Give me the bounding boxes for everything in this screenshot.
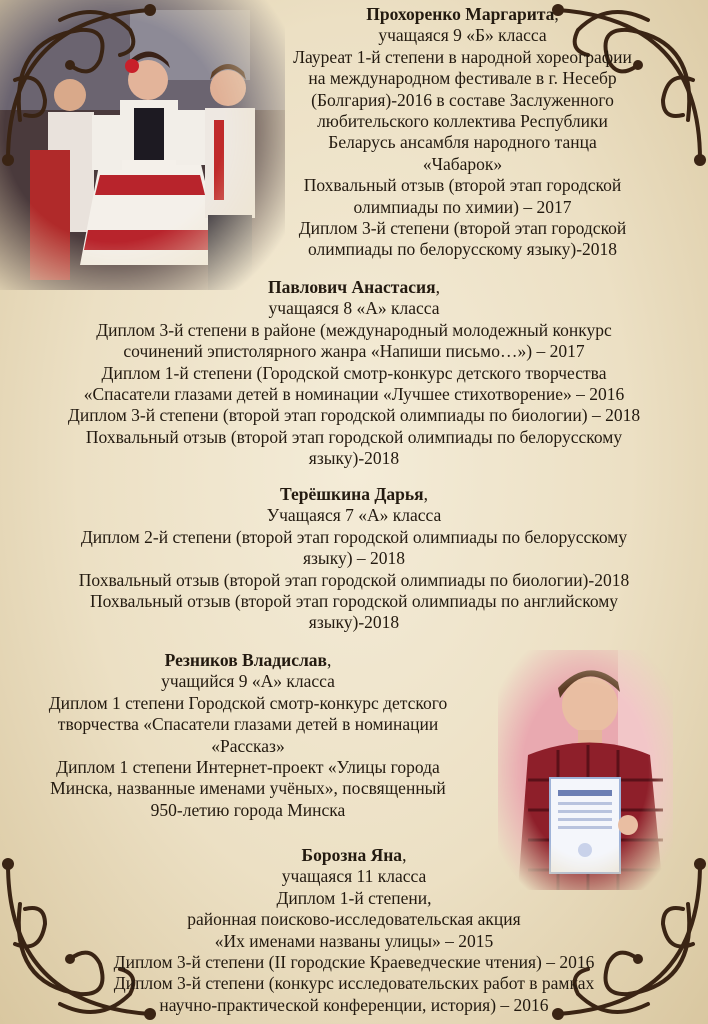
student-name-line: Терёшкина Дарья, — [279, 484, 429, 504]
achievement-line: 950-летию города Минска — [150, 799, 346, 820]
student-grade: учащийся 9 «А» класса — [161, 671, 335, 692]
student-grade: учащаяся 8 «А» класса — [268, 298, 440, 319]
student-name-line: Прохоренко Маргарита, — [366, 4, 559, 24]
achievement-line: Диплом 1 степени Городской смотр-конкурс детского — [48, 692, 448, 713]
student-name: Резников Владислав — [164, 650, 327, 670]
achievement-line: олимпиады по белорусскому языку)-2018 — [307, 239, 618, 260]
achievement-line: Диплом 1-й степени, — [276, 887, 432, 908]
student-name: Павлович Анастасия — [268, 277, 436, 297]
achievement-line: районная поисково-исследовательская акция — [187, 909, 521, 930]
achievement-line: Похвальный отзыв (второй этап городской — [303, 175, 622, 196]
achievement-line: творчества «Спасатели глазами детей в номинации — [57, 714, 439, 735]
student-grade: учащаяся 11 класса — [281, 866, 427, 887]
achievement-line: «Чабарок» — [422, 153, 503, 174]
achievement-line: Диплом 1-й степени (Городской смотр-конкурс детского творчества — [101, 362, 607, 383]
student-grade: Учащаяся 7 «А» класса — [266, 505, 442, 526]
achievement-line: Диплом 2-й степени (второй этап городской олимпиады по белорусскому — [80, 526, 628, 547]
achievement-line: Похвальный отзыв (второй этап городской олимпиады по белорусскому — [85, 426, 623, 447]
achievement-line: Диплом 3-й степени (второй этап городской — [298, 218, 627, 239]
student-block-tereshkina — [0, 484, 708, 634]
achievement-line: Лауреат 1-й степени в народной хореографии — [293, 46, 632, 67]
student-name-line: Павлович Анастасия, — [268, 277, 440, 297]
achievement-line: языку) – 2018 — [302, 548, 406, 569]
achievement-line: сочинений эпистолярного жанра «Напиши письмо…») – 2017 — [123, 341, 585, 362]
student-block-prokhorenko — [225, 4, 700, 261]
student-name: Терёшкина Дарья — [279, 484, 424, 504]
student-block-borozna — [0, 845, 708, 1016]
achievement-line: «Спасатели глазами детей в номинации «Лучшее стихотворение» – 2016 — [83, 384, 625, 405]
achievement-line: Похвальный отзыв (второй этап городской олимпиады по английскому — [89, 591, 619, 612]
achievement-line: Минска, названные именами учёных», посвященный — [50, 778, 446, 799]
achievement-line: любительского коллектива Республики — [317, 111, 608, 132]
achievement-line: «Их именами названы улицы» – 2015 — [214, 930, 494, 951]
student-name-line: Борозна Яна, — [301, 845, 407, 865]
achievement-line: научно-практической конференции, история) – 2016 — [159, 994, 549, 1015]
student-grade: учащаяся 9 «Б» класса — [378, 25, 547, 46]
achievement-line: Диплом 3-й степени (второй этап городской олимпиады по биологии) – 2018 — [67, 405, 641, 426]
student-name-line: Резников Владислав, — [164, 650, 332, 670]
student-block-pavlovich — [0, 277, 708, 470]
student-name: Борозна Яна — [301, 845, 403, 865]
achievement-line: языку)-2018 — [308, 448, 400, 469]
achievement-line: «Рассказ» — [211, 735, 285, 756]
achievement-line: Диплом 3-й степени (II городские Краеведческие чтения) – 2016 — [113, 952, 595, 973]
student-block-reznikov — [0, 650, 496, 821]
achievement-line: Беларусь ансамбля народного танца — [328, 132, 597, 153]
student-name: Прохоренко Маргарита — [366, 4, 555, 24]
achievement-line: на международном фестивале в г. Несебр — [308, 68, 617, 89]
achievement-line: Похвальный отзыв (второй этап городской олимпиады по биологии)-2018 — [78, 569, 630, 590]
achievement-line: Диплом 3-й степени (конкурс исследовательских работ в рамках — [113, 973, 595, 994]
achievement-line: Диплом 3-й степени в районе (международный молодежный конкурс — [96, 319, 612, 340]
achievement-line: олимпиады по химии) – 2017 — [353, 196, 572, 217]
achievement-line: (Болгария)-2016 в составе Заслуженного — [311, 89, 614, 110]
achievement-line: языку)-2018 — [308, 612, 400, 633]
achievement-line: Диплом 1 степени Интернет-проект «Улицы города — [56, 757, 440, 778]
ornament-top-left-icon — [0, 0, 170, 170]
